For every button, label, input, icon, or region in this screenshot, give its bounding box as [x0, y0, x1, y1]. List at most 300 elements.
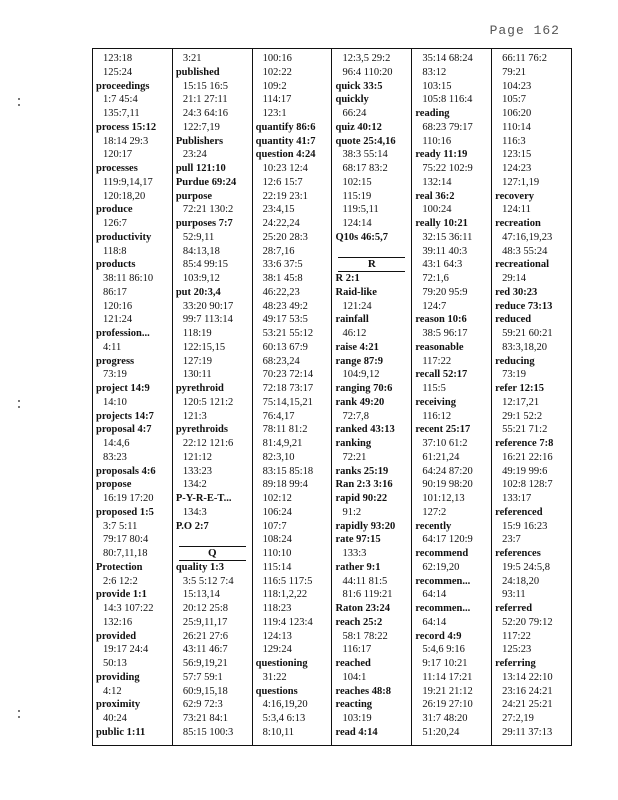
page-line-ref: 127:1,19 — [502, 176, 540, 188]
page-line-ref: 75:14,15,21 — [262, 396, 313, 408]
page-line-ref: 72:18 73:17 — [262, 383, 314, 394]
index-term: published — [175, 66, 220, 78]
index-term: purposes 7:7 — [175, 218, 233, 229]
page-line-ref: 50:13 — [103, 658, 127, 669]
page-line-ref: 105:8 116:4 — [422, 94, 473, 106]
page-line-ref: 122:7,19 — [182, 121, 220, 133]
index-term: Raton 23:24 — [335, 603, 391, 614]
page-line-ref: 46:22,23 — [262, 286, 300, 298]
page-line-ref: 79:17 80:4 — [103, 534, 149, 546]
page-line-ref: 24:18,20 — [502, 575, 540, 587]
page-line-ref: 119:5,11 — [342, 204, 379, 216]
page-line-ref: 18:14 29:3 — [103, 135, 149, 147]
page-line-ref: 25:9,11,17 — [182, 616, 228, 628]
page-line-ref: 132:16 — [103, 616, 133, 628]
page-line-ref: 22:12 121:6 — [182, 438, 234, 449]
page-line-ref: 120:5 121:2 — [182, 396, 234, 408]
index-column-2 — [173, 49, 253, 745]
page-line-ref: 85:4 99:15 — [182, 259, 229, 271]
index-term: Q10s 46:5,7 — [335, 231, 388, 243]
page-line-ref: 24:21 25:21 — [502, 699, 553, 711]
page-line-ref: 135:7,11 — [103, 108, 140, 119]
page-line-ref: 38:3 55:14 — [342, 149, 388, 161]
page-line-ref: 117:22 — [422, 355, 452, 367]
index-term: reason 10:6 — [415, 314, 467, 326]
index-term: references — [495, 548, 541, 559]
page-line-ref: 133:23 — [182, 465, 212, 477]
page-line-ref: 115:5 — [422, 383, 446, 394]
page-line-ref: 56:9,19,21 — [182, 658, 228, 669]
index-term: rank 49:20 — [335, 396, 385, 408]
page-line-ref: 133:17 — [502, 493, 532, 504]
section-rule-bottom — [179, 560, 246, 561]
index-term: pyrethroid — [175, 383, 224, 394]
index-term: question 4:24 — [255, 149, 316, 161]
page-line-ref: 101:12,13 — [422, 493, 465, 504]
letter-heading: R — [367, 258, 376, 271]
page-line-ref: 59:21 60:21 — [502, 328, 553, 339]
page-line-ref: 40:24 — [103, 713, 127, 724]
page-line-ref: 102:8 128:7 — [502, 479, 553, 491]
page-line-ref: 121:12 — [182, 451, 212, 463]
page-line-ref: 79:20 95:9 — [422, 286, 468, 298]
index-term: reference 7:8 — [495, 438, 554, 449]
page-line-ref: 15:9 16:23 — [502, 520, 548, 532]
index-term: recommen... — [415, 575, 471, 587]
page-line-ref: 4:11 — [103, 341, 122, 353]
page-line-ref: 51:20,24 — [422, 726, 460, 738]
index-term: reacting — [335, 699, 373, 711]
page-number-label: Page 162 — [489, 23, 560, 38]
index-term: reached — [335, 658, 371, 669]
index-term: ready 11:19 — [415, 149, 468, 161]
page-line-ref: 31:22 — [262, 671, 287, 683]
index-term: quickly — [335, 94, 369, 106]
index-term: provide 1:1 — [96, 589, 147, 601]
index-term: Purdue 69:24 — [175, 176, 237, 188]
index-term: processes — [96, 163, 138, 174]
page-line-ref: 14:4,6 — [103, 438, 130, 449]
page-line-ref: 52:9,11 — [182, 231, 215, 243]
page-line-ref: 55:21 71:2 — [502, 424, 548, 436]
index-term: rate 97:15 — [335, 534, 381, 546]
index-column-4 — [332, 49, 412, 745]
page-line-ref: 62:19,20 — [422, 561, 460, 573]
index-term: record 4:9 — [415, 630, 462, 642]
page-line-ref: 57:7 59:1 — [182, 671, 223, 683]
index-term: ranked 43:13 — [335, 424, 395, 436]
page-line-ref: 121:24 — [342, 300, 372, 312]
page-line-ref: 48:23 49:2 — [262, 300, 308, 312]
page-line-ref: 124:23 — [502, 163, 532, 174]
page-line-ref: 103:15 — [422, 80, 452, 92]
page-line-ref: 83:23 — [103, 451, 127, 463]
page-line-ref: 49:19 99:6 — [502, 465, 548, 477]
page-line-ref: 25:20 28:3 — [262, 231, 308, 243]
page-line-ref: 85:15 100:3 — [182, 726, 234, 738]
page-line-ref: 84:13,18 — [182, 245, 220, 257]
page-line-ref: 122:15,15 — [182, 341, 226, 353]
page-line-ref: 38:11 86:10 — [103, 273, 154, 284]
page-line-ref: 73:19 — [103, 369, 127, 381]
page-line-ref: 133:3 — [342, 548, 367, 559]
index-term: reducing — [495, 355, 535, 367]
page-line-ref: 26:21 27:6 — [182, 630, 229, 642]
page-line-ref: 29:1 52:2 — [502, 410, 543, 422]
page-line-ref: 108:24 — [262, 534, 292, 546]
page-line-ref: 23:7 — [502, 534, 521, 546]
page-line-ref: 43:1 64:3 — [422, 259, 463, 271]
page-line-ref: 22:19 23:1 — [262, 190, 308, 202]
page-line-ref: 16:21 22:16 — [502, 451, 553, 463]
page-line-ref: 124:11 — [502, 204, 531, 216]
index-term: red 30:23 — [495, 286, 538, 298]
page-line-ref: 93:11 — [502, 589, 526, 601]
index-term: recent 25:17 — [415, 424, 471, 436]
page-line-ref: 96:4 110:20 — [342, 66, 393, 78]
index-term: raise 4:21 — [335, 341, 379, 353]
page-line-ref: 120:18,20 — [103, 190, 146, 202]
page-line-ref: 15:13,14 — [182, 589, 220, 601]
index-term: project 14:9 — [96, 383, 150, 394]
page-line-ref: 114:17 — [262, 94, 292, 106]
index-term: providing — [96, 671, 140, 683]
page-line-ref: 5:3,4 6:13 — [262, 713, 306, 724]
page-line-ref: 73:21 84:1 — [182, 713, 229, 724]
page-line-ref: 8:10,11 — [262, 726, 295, 738]
page-line-ref: 23:16 24:21 — [502, 685, 553, 697]
index-term: produce — [96, 204, 133, 216]
page-line-ref: 64:14 — [422, 589, 447, 601]
page-line-ref: 129:24 — [262, 644, 292, 656]
letter-heading: Q — [207, 547, 217, 559]
page-line-ref: 117:22 — [502, 630, 531, 642]
page-line-ref: 24:3 64:16 — [182, 108, 229, 119]
index-term: referred — [495, 603, 533, 614]
page-line-ref: 123:18 — [103, 53, 133, 64]
index-term: reach 25:2 — [335, 616, 383, 628]
page-line-ref: 2:6 12:2 — [103, 575, 138, 587]
page-line-ref: 78:11 81:2 — [262, 424, 308, 436]
page-line-ref: 116:5 117:5 — [262, 575, 313, 587]
page-line-ref: 123:1 — [262, 108, 287, 119]
page-line-ref: 16:19 17:20 — [103, 493, 154, 504]
page-line-ref: 116:12 — [422, 410, 452, 422]
page-line-ref: 134:3 — [182, 506, 207, 518]
page-line-ref: 86:17 — [103, 286, 127, 298]
page-line-ref: 119:9,14,17 — [103, 176, 153, 188]
page-line-ref: 52:20 79:12 — [502, 616, 553, 628]
page-line-ref: 68:23 79:17 — [422, 121, 473, 133]
index-term: referring — [495, 658, 536, 669]
index-term: quality 1:3 — [175, 561, 224, 573]
page-line-ref: 19:5 24:5,8 — [502, 561, 550, 573]
page-line-ref: 115:14 — [262, 561, 292, 573]
index-term: questions — [255, 685, 298, 697]
page-line-ref: 38:5 96:17 — [422, 328, 468, 339]
index-term: proceedings — [96, 80, 150, 92]
page-line-ref: 11:14 17:21 — [422, 671, 473, 683]
index-term: rainfall — [335, 314, 369, 326]
index-term: receiving — [415, 396, 456, 408]
page-line-ref: 81:6 119:21 — [342, 589, 393, 601]
page-line-ref: 83:12 — [422, 66, 447, 78]
page-line-ref: 15:15 16:5 — [182, 80, 229, 92]
page-line-ref: 102:12 — [262, 493, 292, 504]
page-line-ref: 104:23 — [502, 80, 532, 92]
index-column-5 — [412, 49, 492, 745]
page-line-ref: 72:1,6 — [422, 273, 449, 284]
index-term: projects 14:7 — [96, 410, 154, 422]
index-term: real 36:2 — [415, 190, 455, 202]
page-line-ref: 105:7 — [502, 94, 527, 106]
page-line-ref: 72:21 — [342, 451, 367, 463]
index-term: reduced — [495, 314, 532, 326]
page-line-ref: 31:7 48:20 — [422, 713, 468, 724]
page-line-ref: 99:7 113:14 — [182, 314, 233, 326]
index-term: progress — [96, 355, 135, 367]
page-line-ref: 12:17,21 — [502, 396, 540, 408]
page-line-ref: 127:19 — [182, 355, 212, 367]
page-line-ref: 110:14 — [502, 121, 531, 133]
index-term: propose — [96, 479, 132, 491]
margin-punch-marks — [18, 90, 26, 740]
index-term: refer 12:15 — [495, 383, 545, 394]
page-line-ref: 120:17 — [103, 149, 133, 161]
index-term: recall 52:17 — [415, 369, 468, 381]
section-rule-top — [338, 257, 405, 258]
page-line-ref: 38:1 45:8 — [262, 273, 303, 284]
page-line-ref: 76:4,17 — [262, 410, 295, 422]
page-line-ref: 118:19 — [182, 328, 212, 339]
page-line-ref: 4:16,19,20 — [262, 699, 308, 711]
page-line-ref: 81:4,9,21 — [262, 438, 303, 449]
page-line-ref: 66:24 — [342, 108, 367, 119]
page-line-ref: 39:11 40:3 — [422, 245, 468, 257]
index-term: quote 25:4,16 — [335, 135, 396, 147]
page-line-ref: 107:7 — [262, 520, 287, 532]
page-line-ref: 123:15 — [502, 149, 532, 161]
page-line-ref: 37:10 61:2 — [422, 438, 468, 449]
index-term: questioning — [255, 658, 308, 669]
page-line-ref: 91:2 — [342, 506, 362, 518]
index-term: recommen... — [415, 603, 471, 614]
page-line-ref: 23:4,15 — [262, 204, 295, 216]
index-term: rather 9:1 — [335, 561, 381, 573]
index-term: reduce 73:13 — [495, 300, 553, 312]
page-line-ref: 19:21 21:12 — [422, 685, 473, 697]
index-term: quantity 41:7 — [255, 135, 316, 147]
page-line-ref: 58:1 78:22 — [342, 630, 388, 642]
page-line-ref: 70:23 72:14 — [262, 369, 314, 381]
page-line-ref: 80:7,11,18 — [103, 548, 148, 559]
index-term: pyrethroids — [175, 424, 228, 436]
page-line-ref: 10:23 12:4 — [262, 163, 308, 174]
index-term: recently — [415, 520, 452, 532]
page-line-ref: 62:9 72:3 — [182, 699, 223, 711]
page-line-ref: 4:12 — [103, 685, 122, 697]
index-term: ranking — [335, 438, 372, 449]
page-line-ref: 106:20 — [502, 108, 532, 119]
index-term: rapidly 93:20 — [335, 520, 396, 532]
page-line-ref: 64:14 — [422, 616, 447, 628]
page-line-ref: 75:22 102:9 — [422, 163, 473, 174]
page-line-ref: 13:14 22:10 — [502, 671, 553, 683]
index-term: read 4:14 — [335, 726, 378, 738]
index-column-6 — [492, 49, 571, 745]
page-line-ref: 104:9,12 — [342, 369, 380, 381]
page-line-ref: 121:24 — [103, 314, 133, 326]
page-line-ref: 89:18 99:4 — [262, 479, 308, 491]
page-line-ref: 72:7,8 — [342, 410, 370, 422]
page-line-ref: 33:20 90:17 — [182, 300, 234, 312]
index-term: ranks 25:19 — [335, 465, 389, 477]
page-line-ref: 43:11 46:7 — [182, 644, 228, 656]
page-line-ref: 60:9,15,18 — [182, 685, 228, 697]
index-term: really 10:21 — [415, 218, 468, 229]
page-line-ref: 3:21 — [182, 53, 202, 64]
page-line-ref: 9:17 10:21 — [422, 658, 468, 669]
page-line-ref: 21:1 27:11 — [182, 94, 228, 106]
page-line-ref: 3:5 5:12 7:4 — [182, 575, 234, 587]
page-line-ref: 130:11 — [182, 369, 212, 381]
page-line-ref: 79:21 — [502, 66, 527, 78]
index-term: quantify 86:6 — [255, 121, 316, 133]
page-line-ref: 103:19 — [342, 713, 372, 724]
page-line-ref: 5:4,6 9:16 — [422, 644, 465, 656]
index-term: proximity — [96, 699, 141, 711]
page-line-ref: 83:3,18,20 — [502, 341, 548, 353]
index-term: rapid 90:22 — [335, 493, 388, 504]
index-term: recommend — [415, 548, 469, 559]
page-line-ref: 27:2,19 — [502, 713, 534, 724]
word-index-table — [92, 48, 572, 746]
page-line-ref: 12:6 15:7 — [262, 176, 303, 188]
page-line-ref: 90:19 98:20 — [422, 479, 473, 491]
page-line-ref: 23:24 — [182, 149, 207, 161]
page-line-ref: 48:3 55:24 — [502, 245, 548, 257]
page-line-ref: 68:17 83:2 — [342, 163, 388, 174]
page-line-ref: 120:16 — [103, 300, 133, 312]
index-term: recreation — [495, 218, 541, 229]
section-rule-top — [179, 546, 246, 547]
page-line-ref: 125:23 — [502, 644, 532, 656]
index-term: R 2:1 — [335, 273, 360, 284]
page-line-ref: 14:3 107:22 — [103, 603, 154, 614]
index-column-1 — [93, 49, 173, 745]
page-line-ref: 118:23 — [262, 603, 292, 614]
index-term: Ran 2:3 3:16 — [335, 479, 393, 491]
page-line-ref: 124:13 — [262, 630, 292, 642]
page-line-ref: 103:9,12 — [182, 273, 220, 284]
index-term: ranging 70:6 — [335, 383, 393, 394]
index-term: range 87:9 — [335, 355, 384, 367]
page-line-ref: 121:3 — [182, 410, 207, 422]
page-line-ref: 104:1 — [342, 671, 367, 683]
page-line-ref: 124:14 — [342, 218, 372, 229]
index-term: profession... — [96, 328, 150, 339]
index-term: provided — [96, 630, 137, 642]
page-line-ref: 64:17 120:9 — [422, 534, 473, 546]
index-term: products — [96, 259, 136, 271]
page-line-ref: 100:16 — [262, 53, 292, 64]
page-line-ref: 102:15 — [342, 176, 372, 188]
index-term: P-Y-R-E-T... — [175, 493, 232, 504]
index-term: reaches 48:8 — [335, 685, 391, 697]
index-term: recovery — [495, 190, 535, 202]
page-line-ref: 82:3,10 — [262, 451, 295, 463]
page-line-ref: 44:11 81:5 — [342, 575, 388, 587]
section-rule-bottom — [338, 271, 405, 272]
page-line-ref: 119:4 123:4 — [262, 616, 313, 628]
page-line-ref: 132:14 — [422, 176, 452, 188]
page-line-ref: 64:24 87:20 — [422, 465, 473, 477]
page-line-ref: 110:16 — [422, 135, 452, 147]
index-term: Raid-like — [335, 286, 377, 298]
page-line-ref: 49:17 53:5 — [262, 314, 308, 326]
index-term: Protection — [96, 561, 143, 573]
page-line-ref: 61:21,24 — [422, 451, 460, 463]
page-line-ref: 53:21 55:12 — [262, 328, 314, 339]
page-line-ref: 60:13 67:9 — [262, 341, 308, 353]
index-term: process 15:12 — [96, 121, 157, 133]
index-term: put 20:3,4 — [175, 286, 221, 298]
index-term: quick 33:5 — [335, 80, 383, 92]
index-term: proposed 1:5 — [96, 506, 154, 518]
index-term: productivity — [96, 231, 152, 243]
page-line-ref — [173, 533, 252, 547]
page-line-ref: 115:19 — [342, 190, 372, 202]
page-line-ref: 28:7,16 — [262, 245, 295, 257]
page-line-ref: 118:8 — [103, 245, 127, 257]
page-line-ref: 124:7 — [422, 300, 447, 312]
page-line-ref: 72:21 130:2 — [182, 204, 234, 216]
page-line-ref: 14:10 — [103, 396, 127, 408]
page-line-ref: 20:12 25:8 — [182, 603, 229, 614]
page-line-ref: 19:17 24:4 — [103, 644, 149, 656]
page-line-ref: 24:22,24 — [262, 218, 300, 229]
page-line-ref: 134:2 — [182, 479, 207, 491]
page-line-ref: 118:1,2,22 — [262, 589, 308, 601]
index-term: pull 121:10 — [175, 163, 226, 174]
page-line-ref: 32:15 36:11 — [422, 231, 473, 243]
page-line-ref: 127:2 — [422, 506, 447, 518]
page-line-ref: 83:15 85:18 — [262, 465, 314, 477]
index-term: Publishers — [175, 135, 224, 147]
index-term: reading — [415, 108, 450, 119]
index-term: quiz 40:12 — [335, 121, 382, 133]
index-term: purpose — [175, 190, 213, 202]
index-column-3 — [253, 49, 333, 745]
page-line-ref: 116:17 — [342, 644, 372, 656]
page-line-ref: 29:14 — [502, 273, 527, 284]
page-line-ref: 68:23,24 — [262, 355, 300, 367]
page-line-ref: 126:7 — [103, 218, 127, 229]
index-term: P.O 2:7 — [175, 520, 209, 532]
index-term: referenced — [495, 506, 543, 518]
page-line-ref: 100:24 — [422, 204, 452, 216]
page-line-ref: 102:22 — [262, 66, 292, 78]
page-line-ref: 47:16,19,23 — [502, 231, 553, 243]
page-line-ref: 35:14 68:24 — [422, 53, 473, 64]
page-line-ref: 12:3,5 29:2 — [342, 53, 391, 64]
page-line-ref: 66:11 76:2 — [502, 53, 547, 64]
page-line-ref: 29:11 37:13 — [502, 726, 553, 738]
page-line-ref: 106:24 — [262, 506, 292, 518]
index-term: public 1:11 — [96, 726, 146, 738]
page-line-ref: 125:24 — [103, 66, 133, 78]
index-term: proposal 4:7 — [96, 424, 152, 436]
